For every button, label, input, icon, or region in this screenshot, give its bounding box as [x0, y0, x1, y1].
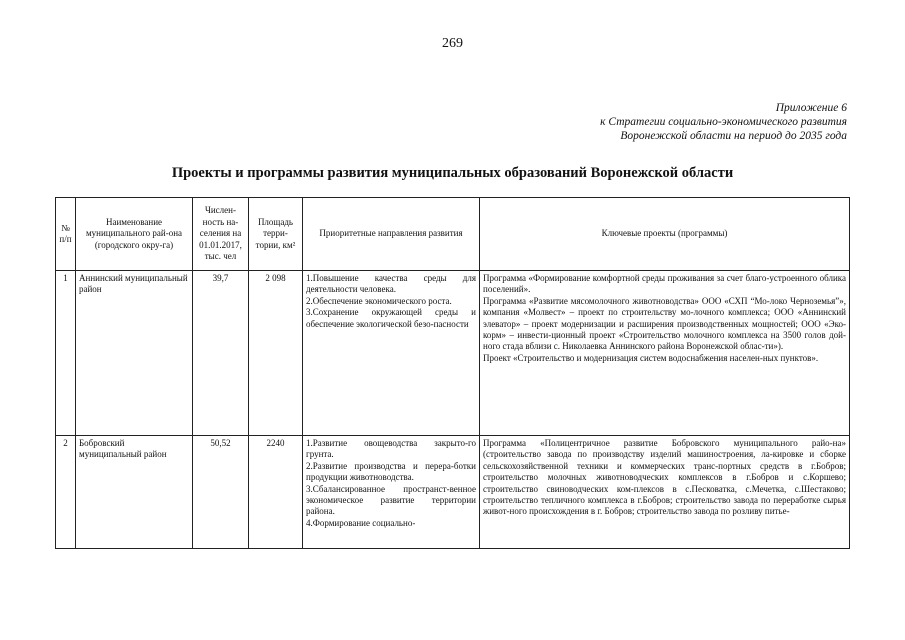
appendix-note [600, 101, 847, 143]
direction-item: 2.Обеспечение экономического роста. [306, 295, 452, 306]
project-item: Программа «Полицентричное развитие Бобровского муниципального райо-на» (строительство завода по производству изделий машиностроения, ла-кировке и сборке сельскохозяйственной техники и коммерческих транс-портных средств в г.Бобров; строительство молочных животноводческих комплексов в г.Бобров и с.Коршево; строительство свиноводческих ком-плексов в с.Песковатка, с.Мечетка, с.Шестаково; строительство тепличного комплекса в г.Бобров; строительство завода по переработке сырья живот-ного происхождения в г. Бобров; строительство завода по розливу питье- [483, 438, 846, 517]
direction-item: 2.Развитие производства и перера-ботки продукции животноводства. [306, 460, 476, 483]
direction-item: 4.Формирование социально- [306, 517, 416, 528]
cell-population: 39,7 [193, 271, 249, 436]
cell-projects [480, 436, 850, 549]
appendix-line-3: Воронежской области на период до 2035 года [620, 130, 847, 142]
table-header-row [56, 198, 850, 271]
cell-area: 2 098 [249, 271, 303, 436]
page-number: 269 [442, 36, 463, 51]
header-name: Наименование муниципального рай-она (городского окру-га) [76, 198, 193, 271]
project-item: Программа «Развитие мясомолочного животноводства» ООО «СХП “Мо-локо Черноземья”», компания «Молвест» – проект по строительству мо-лочного комплекса; ООО «Аннинский элеватор» – проект модернизации и расширения производственных мощностей; ООО «Эко-корм» – инвести-ционный проект «Строительство молочного комплекса на 3500 голов дой-ного стада вблизи с. Николаевка Аннинского района Воронежской облас-ти»). [483, 295, 846, 352]
appendix-line-1: Приложение 6 [775, 102, 847, 114]
direction-item: 1.Повышение качества среды для деятельности человека. [306, 273, 476, 295]
project-item: Программа «Формирование комфортной среды проживания за счет благо-устроенного облика поселений». [483, 273, 846, 295]
cell-population: 50,52 [193, 436, 249, 549]
appendix-line-2: к Стратегии социально-экономического развития [600, 116, 847, 128]
cell-name: Аннинский муниципальный район [76, 271, 193, 436]
header-population: Числен-ность на-селения на 01.01.2017, тыс. чел [193, 198, 249, 271]
cell-directions [303, 436, 480, 549]
cell-num: 1 [56, 271, 76, 436]
header-area: Площадь терри-тории, км² [249, 198, 303, 271]
table-row [56, 436, 850, 549]
cell-area: 2240 [249, 436, 303, 549]
document-title: Проекты и программы развития муниципальных образований Воронежской области [171, 165, 734, 181]
cell-name: Бобровский муниципальный район [76, 436, 193, 549]
cell-directions [303, 271, 480, 436]
table-row [56, 271, 850, 436]
cell-num: 2 [56, 436, 76, 549]
direction-item: 3.Сбалансированное пространст-венное экономическое развитие территории района. [306, 483, 476, 517]
header-num: № п/п [56, 198, 76, 271]
direction-item: 3.Сохранение окружающей среды и обеспечение экологической безо-пасности [306, 307, 476, 329]
direction-item: 1.Развитие овощеводства закрыто-го грунта. [306, 438, 476, 460]
header-projects: Ключевые проекты (программы) [480, 198, 850, 271]
projects-table [55, 197, 850, 549]
header-directions: Приоритетные направления развития [303, 198, 480, 271]
cell-projects [480, 271, 850, 436]
project-item: Проект «Строительство и модернизация систем водоснабжения населен-ных пунктов». [483, 352, 819, 363]
